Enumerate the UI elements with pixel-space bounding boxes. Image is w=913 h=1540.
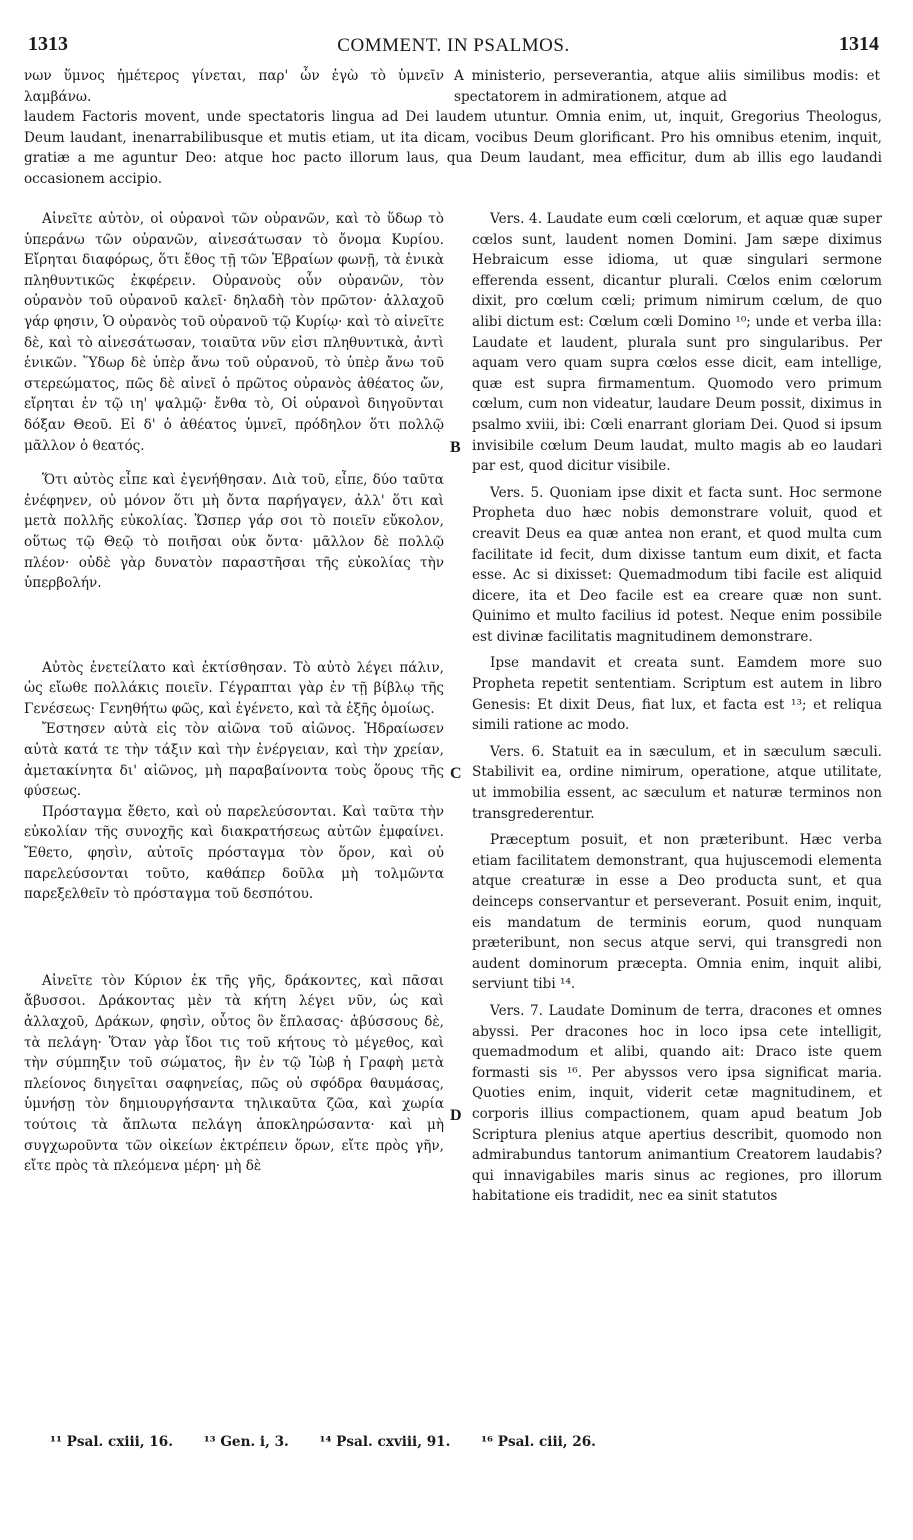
greek-paragraph: Ἔστησεν αὐτὰ εἰς τὸν αἰῶνα τοῦ αἰῶνος. Ἡδραίωσεν αὐτὰ κατά τε τὴν τάξιν καὶ τὴν ἐνέργειαν, καὶ τὴν χρείαν, ἀμετακίνητα δι' αἰῶνος, μὴ παραβαίνοντα τοὺς ὅρους τῆς φύσεως. xyxy=(24,721,444,800)
top-latin-paragraph: laudem Factoris movent, unde spectatoris lingua ad Dei laudem utuntur. Omnia enim, ut, inquit, Gregorius Theologus, Deum laudant, inenarrabilibusque et mutis etiam, ut ita dicam, vocibus Deum glorificant. Pro his omnibus etenim, inquit, gratiæ a me aguntur Deo: atque hoc pacto illorum laus, qua Deum laudant, mea efficitur, dum ab illis ego laudandi occasionem accipio. xyxy=(24,109,882,187)
top-latin-first-line: A ministerio, perseverantia, atque aliis similibus modis: et spectatorem in admirationem, atque ad xyxy=(454,68,880,105)
latin-paragraph: Ipse mandavit et creata sunt. Eamdem more suo Propheta repetit sententiam. Scriptum est autem in libro Genesis: Et dixit Deus, fiat lux, et facta est ¹³; et reliqua simili ratione ac modo. xyxy=(472,655,882,734)
greek-paragraph: Ὅτι αὐτὸς εἶπε καὶ ἐγενήθησαν. Διὰ τοῦ, εἶπε, δύο ταῦτα ἐνέφηνεν, οὐ μόνον ὅτι μὴ ὄντα παρήγαγεν, ἀλλ' ὅτι καὶ μετὰ πολλῆς εὐκολίας. Ὥσπερ γάρ σοι τὸ ποιεῖν εὔκολον, οὕτως τῷ Θεῷ τὸ ποιῆσαι οὐκ ὄντα· μᾶλλον δὲ πολλῷ πλέον· οὐδὲ γὰρ δυνατὸν παραστῆσαι τῆς εὐκολίας τὴν ὑπερβολήν. xyxy=(24,472,444,592)
page-number-left: 1313 xyxy=(28,33,68,55)
greek-paragraph: Αἰνεῖτε τὸν Κύριον ἐκ τῆς γῆς, δράκοντες, καὶ πᾶσαι ἄβυσσοι. Δράκοντας μὲν τὰ κήτη λέγει νῦν, ὡς καὶ ἀλλαχοῦ, Δράκων, φησὶν, οὗτος ὃν ἔπλασας· ἀβύσσους δὲ, τὰ πελάγη· Ὅταν γὰρ ἴδοι τις τοῦ κήτους τὸ μέγεθος, καὶ τὴν σύμπηξιν τοῦ σώματος, ἣν ἐν τῷ Ἰὼβ ἡ Γραφὴ μετὰ πλείονος διηγεῖται σαφηνείας, πῶς οὐ σφόδρα θαυμάσας, ὑμνήσῃ τὸν δημιουργήσαντα τηλικαῦτα ζῶα, καὶ χωρία τούτοις τὰ ἄπλωτα πελάγη ἀποκληρώσαντα· καὶ μὴ συγχωροῦντα τῶν οἰκείων ἐκτρέπειν ὅρων, εἴτε πρὸς γῆν, εἴτε πρὸς τὰ πλεόμενα μέρη· μὴ δὲ xyxy=(24,972,444,1175)
footnote: ¹³ Gen. i, 3. xyxy=(203,1434,289,1450)
top-greek-line: νων ὕμνος ἡμέτερος γίνεται, παρ' ὧν ἐγὼ τὸ ὑμνεῖν λαμβάνω. xyxy=(24,68,444,105)
latin-paragraph: Vers. 5. Quoniam ipse dixit et facta sunt. Hoc sermone Propheta duo hæc nobis demonstrare voluit, quod et creavit Deus ea quæ antea non erant, et quod multa cum facilitate id fecit, dum dixisse tantum eum dixit, et facta esse. Ac si dixisset: Quemadmodum tibi facile est aliquid dicere, ita et Deo facile est ea creare quæ non sunt. Quinimo et multo facilius id potest. Neque enim possibile est divinæ facilitatis magnitudinem demonstrare. xyxy=(472,484,882,645)
latin-paragraph: Vers. 4. Laudate eum cœli cœlorum, et aquæ quæ super cœlos sunt, laudent nomen Domini. Jam sæpe diximus Hebraicum esse idioma, ut quæ singulari sermone efferenda essent, dicantur plurali. Cœlos enim cœlorum dixit, pro cœlum cœli; primum nimirum cœlum, de quo alibi dictum est: Cœlum cœli Domino ¹⁰; unde et verba illa: Laudate et laudent, plurala sunt pro singularibus. Per aquam vero quam supra cœlos esse dicit, eam intellige, quæ est supra firmamentum. Quomodo vero primum cœlum, cum non videatur, laudare Deum possit, diximus in psalmo xviii, ibi: Cœli enarrant gloriam Dei. Quod si ipsum invisibile cœlum Deum laudat, multo magis ab eo laudari par est, quod dicitur visibile. xyxy=(472,211,882,475)
greek-paragraph: Αἰνεῖτε αὐτὸν, οἱ οὐρανοὶ τῶν οὐρανῶν, καὶ τὸ ὕδωρ τὸ ὑπεράνω τῶν οὐρανῶν, αἰνεσάτωσαν τὸ ὄνομα Κυρίου. Εἴρηται διαφόρως, ὅτι ἔθος τῇ τῶν Ἑβραίων φωνῇ, τὰ ἑνικὰ πληθυντικῶς ἐκφέρειν. Οὐρανοὺς οὖν οὐρανῶν, τὸν οὐρανὸν τοῦ οὐρανοῦ καλεῖ· δηλαδὴ τὸν πρῶτον· ἀλλαχοῦ γάρ φησιν, Ὁ οὐρανὸς τοῦ οὐρανοῦ τῷ Κυρίῳ· καὶ τὸ αἰνεῖτε δὲ, καὶ τὸ αἰνεσάτωσαν, τοιαῦτα νῦν εἰσι πληθυντικὰ, ἀντὶ ἑνικῶν. Ὕδωρ δὲ ὑπὲρ ἄνω τοῦ οὐρανοῦ, τὸ ὑπὲρ ἄνω τοῦ στερεώματος, πῶς δὲ αἰνεῖ ὁ πρῶτος οὐρανὸς ἀθέατος ὤν, εἴρηται ἐν τῷ ιη' ψαλμῷ· ἔνθα τὸ, Οἱ οὐρανοὶ διηγοῦνται δόξαν Θεοῦ. Εἰ δ' ὁ ἀθέατος ὑμνεῖ, πρόδηλον ὅτι πολλῷ μᾶλλον ὁ θεατός. xyxy=(24,211,444,454)
margin-letter-d: D xyxy=(450,1107,462,1124)
running-title: COMMENT. IN PSALMOS. xyxy=(337,35,570,56)
page-header xyxy=(28,33,879,59)
greek-paragraph: Πρόσταγμα ἔθετο, καὶ οὐ παρελεύσονται. Καὶ ταῦτα τὴν εὐκολίαν τῆς συνοχῆς καὶ διακρατήσεως αὐτῶν ἐμφαίνει. Ἔθετο, φησὶν, αὐτοῖς πρόσταγμα τὸν ὅρον, καὶ οὐ παρελεύσονται τοῦτο, καθάπερ δοῦλα μὴ τολμῶντα παρεξελθεῖν τὸ πρόσταγμα τοῦ δεσπότου. xyxy=(24,803,444,903)
footnote: ¹⁶ Psal. ciii, 26. xyxy=(481,1434,596,1450)
margin-letter-b: B xyxy=(450,439,461,456)
greek-paragraph: Αὐτὸς ἐνετείλατο καὶ ἐκτίσθησαν. Τὸ αὐτὸ λέγει πάλιν, ὡς εἴωθε πολλάκις ποιεῖν. Γέγραπται γὰρ ἐν τῇ βίβλῳ τῆς Γενέσεως· Γενηθήτω φῶς, καὶ ἐγένετο, καὶ τὰ ἑξῆς ὁμοίως. xyxy=(24,659,444,717)
latin-column xyxy=(472,209,882,1207)
margin-letter-c: C xyxy=(450,765,462,782)
latin-paragraph: Vers. 7. Laudate Dominum de terra, dracones et omnes abyssi. Per dracones hoc in loco ipsa cete intelligit, quemadmodum et alibi, quando ait: Draco iste quem formasti sis ¹⁶. Per abyssos vero ipsa significat maria. Quoties enim, inquit, viderit cetæ magnitudinem, et corporis illius compactionem, quam apud beatum Job Scriptura plenius atque apertius describit, quomodo non admirabundus tantorum animantium Creatorem laudabis? qui innavigabiles maris sinus ac regiones, pro illorum habitatione eis tradidit, nec ea sinit statutos xyxy=(472,1002,882,1205)
footnotes xyxy=(50,1434,873,1450)
footnote: ¹¹ Psal. cxiii, 16. xyxy=(50,1434,173,1450)
latin-paragraph: Præceptum posuit, et non præteribunt. Hæc verba etiam facilitatem demonstrant, qua hujuscemodi elementa atque creaturæ in esse a Deo producta sunt, et qua deinceps conservantur et perseverant. Posuit enim, inquit, eis mandatum de terminis eorum, quod nunquam præteribunt, non secus atque servi, qui transgredi non audent dominorum præcepta. Omnia enim, inquit alibi, serviunt tibi ¹⁴. xyxy=(472,832,882,993)
greek-column xyxy=(24,209,444,1177)
footnote: ¹⁴ Psal. cxviii, 91. xyxy=(319,1434,451,1450)
latin-paragraph: Vers. 6. Statuit ea in sæculum, et in sæculum sæculi. Stabilivit ea, ordine nimirum, operatione, atque utilitate, ut immobilia essent, ac sæculum et naturæ terminos non transgrederentur. xyxy=(472,743,882,822)
margin-letters xyxy=(450,209,466,1309)
page-number-right: 1314 xyxy=(839,33,879,55)
top-block xyxy=(24,66,882,190)
